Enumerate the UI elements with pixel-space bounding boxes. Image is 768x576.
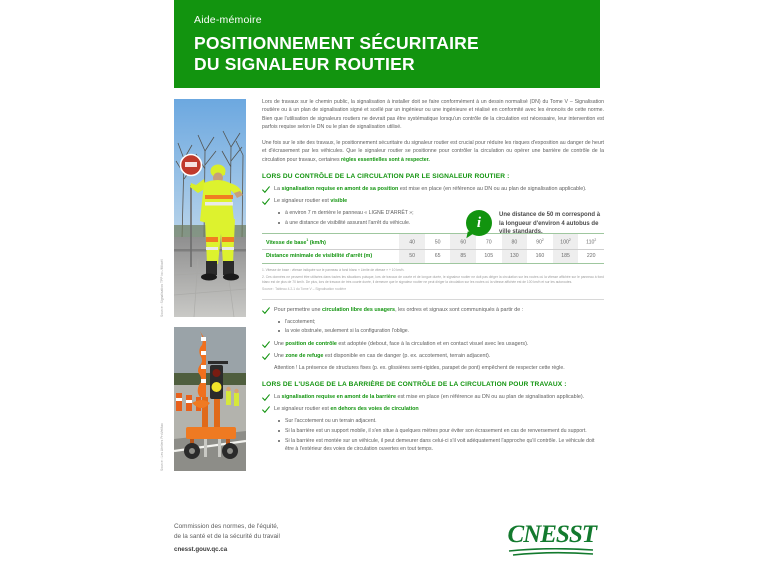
cell-sup: 2	[594, 237, 597, 242]
cell-value: 90	[536, 239, 542, 246]
footnote-2: 2. Ces données ne peuvent être utilisées dans toutes les situations puisque, lors de travaux de courte et de longue durée, le signaleur routier ne doit pas diriger la circulation sur les routes où la vitesse affichée sur le panneau à fond blanc est de plus de 70 km/h. De plus, lors de travaux de très courte durée, il demeure que le signaleur routier ne peut diriger la circulation sur les routes où la vitesse affichée est de 100 km/h et sur les autoroutes.	[262, 274, 604, 284]
section-2-attention-note: Attention ! La présence de structures fixes (p. ex. glissières semi-rigides, parapet de pont) empêchent de respecter cette règle.	[274, 364, 565, 371]
section-2-item-2-text	[274, 340, 604, 348]
intro-paragraph-2	[262, 139, 604, 164]
check-icon	[262, 340, 271, 349]
table-footnotes	[262, 268, 604, 292]
table-cell-distance-0: 50	[399, 249, 425, 263]
txt-a: Une	[274, 340, 286, 347]
cell-sup: 2	[568, 237, 571, 242]
banner-title-line1: POSITIONNEMENT SÉCURITAIRE	[194, 33, 479, 53]
page-footer	[174, 522, 600, 558]
info-icon-glyph: i	[476, 214, 482, 231]
speed-distance-table	[262, 233, 604, 264]
section-2-item-3	[262, 352, 604, 361]
section-divider	[262, 299, 604, 300]
txt-b: est mise en place (en référence au DN ou au plan de signalisation applicable).	[395, 394, 585, 401]
check-icon	[262, 405, 271, 414]
check-icon	[262, 197, 271, 206]
cell-value: 40	[409, 239, 416, 246]
txt-bold: zone de refuge	[285, 352, 324, 359]
info-callout-text: Une distance de 50 m correspond à la longueur d'environ 4 autobus de ville standards.	[499, 212, 601, 236]
photo-wrap-signaleur	[160, 99, 254, 317]
photo-credit-barriere: Source : Les Ateliers ProVeMax	[160, 423, 164, 471]
footnote-1: 1. Vitesse de base : vitesse indiquée sur le panneau à fond blanc « Limite de vitesse » + 10 km/h.	[262, 267, 405, 272]
cell-value: 50	[434, 239, 441, 246]
txt-a: Pour permettre une	[274, 306, 322, 313]
table-cell-speed-0	[399, 234, 425, 250]
section-2-item-1-text	[274, 306, 604, 314]
section-2-item-3-text	[274, 352, 604, 360]
check-icon	[262, 393, 271, 402]
photo-column	[160, 99, 254, 481]
cell-value: 80	[511, 239, 518, 246]
table-cell-distance-7: 220	[586, 253, 596, 260]
photo-credit-signaleur: Source : Signalisation TPP inc./Mikaël	[160, 259, 164, 317]
txt-a: La	[274, 394, 282, 401]
cnesst-logo	[508, 522, 600, 558]
txt-b: est adoptée (debout, face à la circulation et en contact visuel avec les usagers).	[336, 340, 529, 347]
cnesst-logo-swoosh	[508, 548, 594, 558]
list-item: à une distance de visibilité assurant l'arrêt du véhicule.	[278, 219, 604, 227]
section-3-item-2-sublist	[278, 417, 604, 453]
section-2-item-1	[262, 306, 604, 315]
section-1-heading: LORS DU CONTRÔLE DE LA CIRCULATION PAR LE SIGNALEUR ROUTIER :	[262, 172, 510, 180]
cell-sup: 2	[541, 237, 544, 242]
cell-value: 60	[460, 239, 467, 246]
txt-a: Une	[274, 352, 286, 359]
check-icon	[262, 185, 271, 194]
txt-a: La	[274, 185, 282, 192]
section-1-item-2	[262, 197, 604, 206]
row-label-text: Vitesse de base	[266, 239, 307, 246]
info-icon	[466, 210, 492, 236]
footer-org-line-1: Commission des normes, de l'équité,	[174, 523, 279, 530]
txt-b: est mise en place (en référence au DN ou au plan de signalisation applicable).	[398, 185, 587, 192]
section-2-item-1-sublist	[278, 318, 604, 336]
intro-paragraph-1: Lors de travaux sur le chemin public, la signalisation à installer doit se faire conformément à un dessin normalisé (DN) du Tome V – Signalisation routière ou à un plan de signalisation signé et scellé par un ingénieur ou une ingénieure et réalisé en conformité avec les énoncés de cette norme. Bien que l'utilisation de signaleurs routiers ne devrait pas être systématique lorsqu'un contrôle de la circulation est nécessaire, leur intervention est parfois requise selon le DN ou le plan de signalisation utilisé.	[262, 99, 604, 131]
txt-bold: signalisation requise en amont de sa position	[281, 185, 399, 192]
table-cell-distance-5: 160	[535, 253, 545, 260]
section-3-item-1	[262, 393, 604, 402]
list-item: Si la barrière est un support mobile, il s'en situe à quelques mètres pour éviter son écrasement en cas de renversement du support.	[278, 427, 604, 435]
row-label-sup: 1	[306, 237, 309, 242]
section-3-item-2	[262, 405, 604, 414]
table-row-distances	[262, 249, 604, 263]
barriere-controle-photo	[174, 327, 246, 471]
table-cell-distance-6: 185	[553, 249, 579, 263]
page-title	[194, 33, 600, 74]
cell-value: 70	[485, 239, 492, 246]
list-item: Si la barrière est montée sur un véhicule, il peut demeurer dans celui-ci s'il voit adéquatement l'approche qu'il contrôle. Le véhicule doit être à l'extérieur des voies de circulation ouvertes en tout temps.	[278, 437, 604, 454]
list-item: à environ 7 m derrière le panneau « LIGNE D'ARRÊT »;	[278, 209, 604, 217]
row-label-unit: (km/h)	[308, 239, 326, 246]
banner-kicker: Aide-mémoire	[194, 14, 262, 26]
section-1-item-1-text	[274, 185, 604, 193]
header-banner	[174, 0, 600, 88]
table-row-label-distance: Distance minimale de visibilité d'arrêt (m)	[266, 253, 373, 260]
cell-value: 100	[560, 239, 569, 246]
list-item: la voie obstruée, seulement si la configuration l'oblige.	[278, 327, 604, 335]
section-3-heading: LORS DE L'USAGE DE LA BARRIÈRE DE CONTRÔLE DE LA CIRCULATION POUR TRAVAUX :	[262, 381, 567, 389]
txt-bold: en dehors des voies de circulation	[330, 406, 419, 413]
section-1-item-2-text	[274, 197, 604, 205]
photo-wrap-barriere	[160, 327, 254, 471]
txt-bold: position de contrôle	[285, 340, 337, 347]
txt-bold: signalisation requise en amont de la barrière	[281, 394, 396, 401]
intro-p2-highlight: règles essentielles sont à respecter.	[341, 156, 430, 163]
footnote-source: Source : Tableau 4.2-1 du Tome V – Signalisation routière	[262, 286, 347, 291]
txt-bold: circulation libre des usagers	[321, 306, 396, 313]
table-cell-distance-1: 65	[434, 253, 441, 260]
main-content	[262, 98, 604, 457]
cell-value: 110	[586, 239, 595, 246]
footer-organization	[174, 522, 280, 554]
info-callout	[466, 210, 606, 237]
table-cell-distance-3: 105	[484, 253, 494, 260]
table-cell-distance-2: 85	[450, 249, 476, 263]
list-item: l'accotement;	[278, 318, 604, 326]
signaleur-routier-photo	[174, 99, 246, 317]
table-cell-distance-4: 130	[502, 249, 528, 263]
cnesst-logo-text: CNESST	[507, 521, 596, 548]
txt-a: Le signaleur routier est	[274, 197, 331, 204]
section-2-item-2	[262, 340, 604, 349]
banner-title-line2: DU SIGNALEUR ROUTIER	[194, 53, 415, 74]
table-row-label-speed	[262, 234, 399, 250]
footer-org-line-2: de la santé et de la sécurité du travail	[174, 532, 280, 540]
txt-b: , les ordres et signaux sont communiqués à partir de :	[395, 306, 524, 313]
table-cell-speed-1	[425, 234, 451, 250]
txt-a: Le signaleur routier est	[274, 406, 331, 413]
check-icon	[262, 352, 271, 361]
check-icon	[262, 306, 271, 315]
list-item: Sur l'accotement ou un terrain adjacent.	[278, 417, 604, 425]
section-3-item-2-text	[274, 405, 604, 413]
section-1-item-1	[262, 185, 604, 194]
txt-b: est disponible en cas de danger (p. ex. accotement, terrain adjacent).	[323, 352, 491, 359]
txt-bold: visible	[330, 197, 348, 204]
footer-url[interactable]: cnesst.gouv.qc.ca	[174, 545, 228, 553]
section-3-item-1-text	[274, 393, 604, 401]
intro-p2-text: Une fois sur le site des travaux, le positionnement sécuritaire du signaleur routier est crucial pour réduire les risques d'exposition au danger de heurt et d'écrasement par les véhicules. Que le signaleur routier se positionne pour contrôler la circulation ou opérer une barrière de contrôle de la circulation pour travaux, certaines	[262, 139, 604, 163]
